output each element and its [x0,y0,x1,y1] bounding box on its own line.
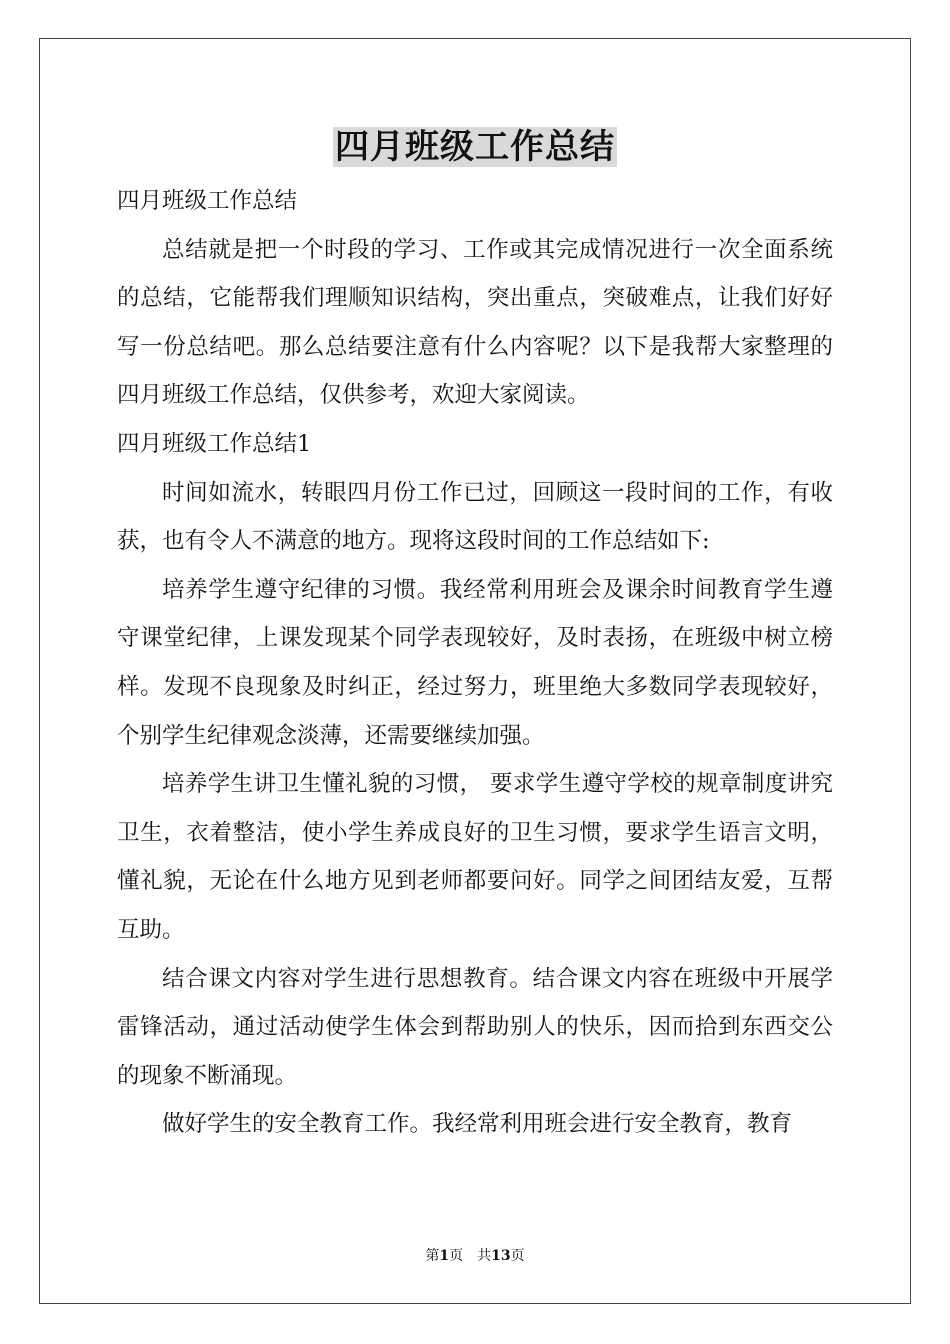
total-prefix: 共 [477,1248,492,1264]
page-number: 1 [439,1248,450,1264]
page-suffix: 页 [449,1248,464,1264]
paragraph-intro: 总结就是把一个时段的学习、工作或其完成情况进行一次全面系统的总结，它能帮我们理顺知识结构，突出重点，突破难点，让我们好好写一份总结吧。那么总结要注意有什么内容呢？以下是我帮大家整理的四月班级工作总结，仅供参考，欢迎大家阅读。 [117,236,833,409]
paragraph-body: 做好学生的安全教育工作。我经常利用班会进行安全教育，教育 [162,1111,793,1138]
paragraph-body: 培养学生讲卫生懂礼貌的习惯， 要求学生遵守学校的规章制度讲究卫生，衣着整洁，使小学生养成良好的卫生习惯，要求学生语言文明，懂礼貌，无论在什么地方见到老师都要问好。同学之间团结友爱，互帮互助。 [117,771,833,943]
document-body [117,177,833,1149]
total-pages: 13 [491,1248,511,1264]
paragraph-subtitle: 四月班级工作总结 [117,188,298,214]
paragraph-body: 结合课文内容对学生进行思想教育。结合课文内容在班级中开展学雷锋活动，通过活动使学生体会到帮助别人的快乐，因而拾到东西交公的现象不断涌现。 [117,965,833,1089]
total-suffix: 页 [510,1248,525,1264]
paragraph-section-heading: 四月班级工作总结1 [117,430,312,457]
page-prefix: 第 [425,1248,440,1264]
page-footer [0,1246,950,1266]
document-title [0,124,950,170]
paragraph-body: 培养学生遵守纪律的习惯。我经常利用班会及课余时间教育学生遵守课堂纪律，上课发现某个同学表现较好，及时表扬，在班级中树立榜样。发现不良现象及时纠正，经过努力，班里绝大多数同学表现较好，个别学生纪律观念淡薄，还需要继续加强。 [117,576,833,749]
paragraph-body: 时间如流水，转眼四月份工作已过，回顾这一段时间的工作，有收获，也有令人不满意的地方。现将这段时间的工作总结如下: [117,479,833,555]
document-title-text: 四月班级工作总结 [335,127,615,167]
